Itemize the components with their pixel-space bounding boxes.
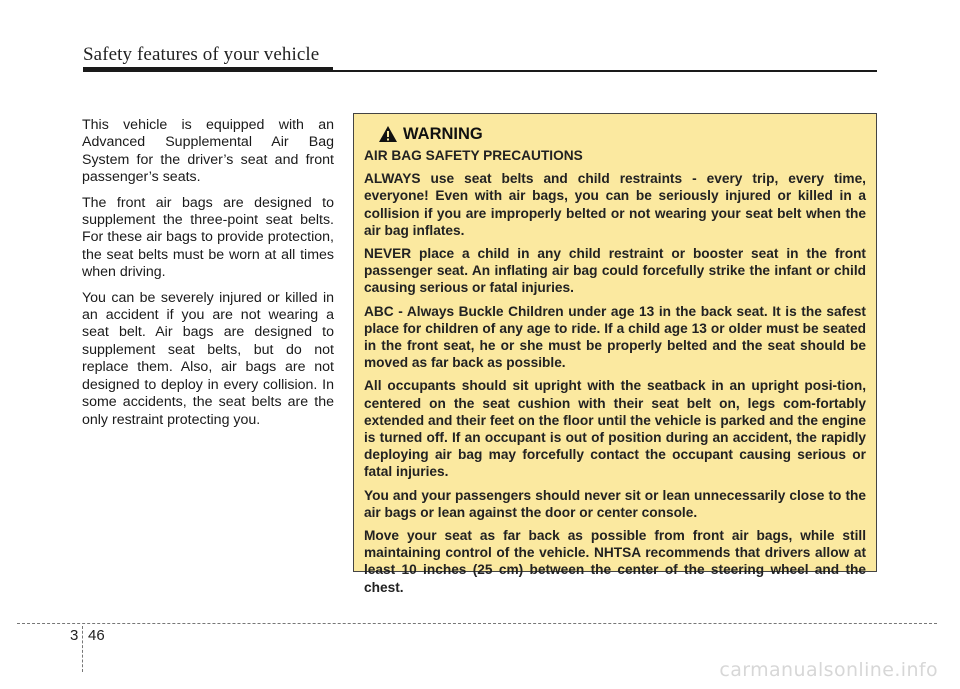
footer-page-separator	[82, 626, 83, 672]
warning-paragraph-4: All occupants should sit upright with the seatback in an upright posi-tion, centered on the seat cushion with their seat belt on, legs com-fortably extended and their feet on the floor until the vehicle is parked and the engine is turned off. If an occupant is out of position during an accident, the rapidly deploying air bag may forcefully contact the occupant causing serious or fatal injuries.	[364, 378, 866, 480]
warning-paragraph-6: Move your seat as far back as possible from front air bags, while still maintaining control of the vehicle. NHTSA recommends that drivers allow at least 10 inches (25 cm) between the center of the steering wheel and the chest.	[364, 528, 866, 595]
intro-paragraph-2: The front air bags are designed to supplement the three-point seat belts. For these air bags to provide protection, the seat belts must be worn at all times when driving.	[82, 194, 334, 281]
watermark-text: carmanualsonline.info	[719, 659, 938, 681]
intro-paragraph-1: This vehicle is equipped with an Advanced Supplemental Air Bag System for the driver’s seat and front passenger’s seats.	[82, 117, 334, 186]
page-number: 46	[88, 627, 105, 644]
chapter-number: 3	[70, 627, 79, 644]
intro-paragraph-3: You can be severely injured or killed in an accident if you are not wearing a seat belt. Air bags are designed to supplement seat belts, but do not replace them. Also, air bags are not designed to deploy in every collision. In some accidents, the seat belts are the only restraint protecting you.	[82, 289, 334, 428]
header-rule-thin	[83, 70, 877, 72]
warning-paragraph-1: ALWAYS use seat belts and child restraints - every trip, every time, everyone! Even with air bags, you can be seriously injured or killed in a collision if you are improperly belted or not wearing your seat belt when the air bag inflates.	[364, 171, 866, 238]
intro-text-column	[82, 117, 334, 437]
warning-paragraph-5: You and your passengers should never sit or lean unnecessarily close to the air bags or lean against the door or center console.	[364, 487, 866, 520]
page-section-title: Safety features of your vehicle	[83, 44, 320, 65]
warning-triangle-icon	[378, 125, 398, 143]
warning-paragraph-2: NEVER place a child in any child restraint or booster seat in the front passenger seat. An inflating air bag could forcefully strike the infant or child causing serious or fatal injuries.	[364, 246, 866, 296]
warning-box	[353, 113, 877, 595]
warning-paragraph-3: ABC - Always Buckle Children under age 13 in the back seat. It is the safest place for children of any age to ride. If a child age 13 or older must be seated in the front seat, he or she must be properly belted and the seat should be moved as far back as possible.	[364, 303, 866, 371]
warning-subheading: AIR BAG SAFETY PRECAUTIONS	[364, 148, 583, 163]
warning-title: WARNING	[403, 124, 483, 143]
footer-divider	[17, 623, 937, 624]
warning-header	[364, 124, 866, 144]
